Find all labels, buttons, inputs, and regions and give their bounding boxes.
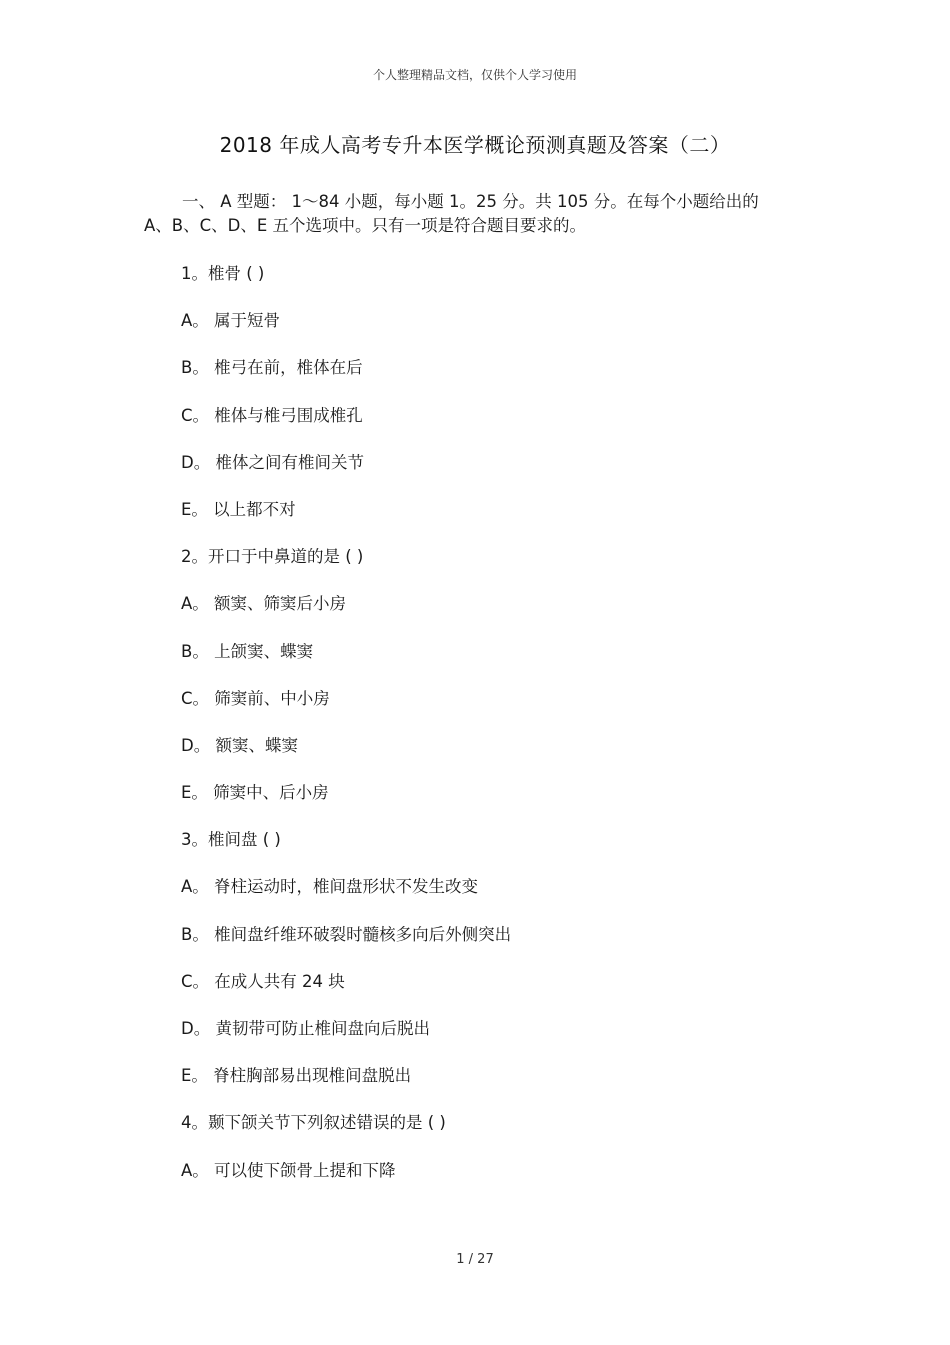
question-list [181,262,821,1206]
question-1: 1。椎骨 ( ) [181,264,265,283]
document-title: 2018 年成人高考专升本医学概论预测真题及答案（二） [219,133,731,157]
option-3b: B。 椎间盘纤维环破裂时髓核多向后外侧突出 [181,924,512,944]
option-1d: D。 椎体之间有椎间关节 [181,452,364,472]
section-intro [144,190,814,238]
option-3c: C。 在成人共有 24 块 [181,971,345,991]
option-3d: D。 黄韧带可防止椎间盘向后脱出 [181,1019,430,1038]
option-2e: E。 筛窦中、后小房 [181,783,329,803]
option-1c: C。 椎体与椎弓围成椎孔 [181,405,363,425]
option-2c: C。 筛窦前、中小房 [181,688,330,708]
option-2a: A。 额窦、筛窦后小房 [181,594,347,614]
question-3: 3。椎间盘 ( ) [181,830,281,850]
option-4a: A。 可以使下颌骨上提和下降 [181,1160,396,1180]
intro-line-1: 一、 A 型题： 1～84 小题，每小题 1。25 分。共 105 分。在每个小题给出的 [182,192,759,211]
intro-line-2: A、B、C、D、E 五个选项中。只有一项是符合题目要求的。 [144,216,587,235]
option-2b: B。 上颌窦、蝶窦 [181,641,314,661]
question-4: 4。颞下颌关节下列叙述错误的是 ( ) [181,1113,446,1133]
question-2: 2。开口于中鼻道的是 ( ) [181,547,364,567]
option-2d: D。 额窦、蝶窦 [181,735,298,755]
page-number: 1 / 27 [456,1252,494,1267]
option-3e: E。 脊柱胸部易出现椎间盘脱出 [181,1066,412,1086]
option-1b: B。 椎弓在前，椎体在后 [181,358,363,378]
option-3a: A。 脊柱运动时，椎间盘形状不发生改变 [181,877,479,897]
header-note: 个人整理精品文档，仅供个人学习使用 [372,68,577,82]
option-1a: A。 属于短骨 [181,311,281,331]
option-1e: E。 以上都不对 [181,499,296,519]
